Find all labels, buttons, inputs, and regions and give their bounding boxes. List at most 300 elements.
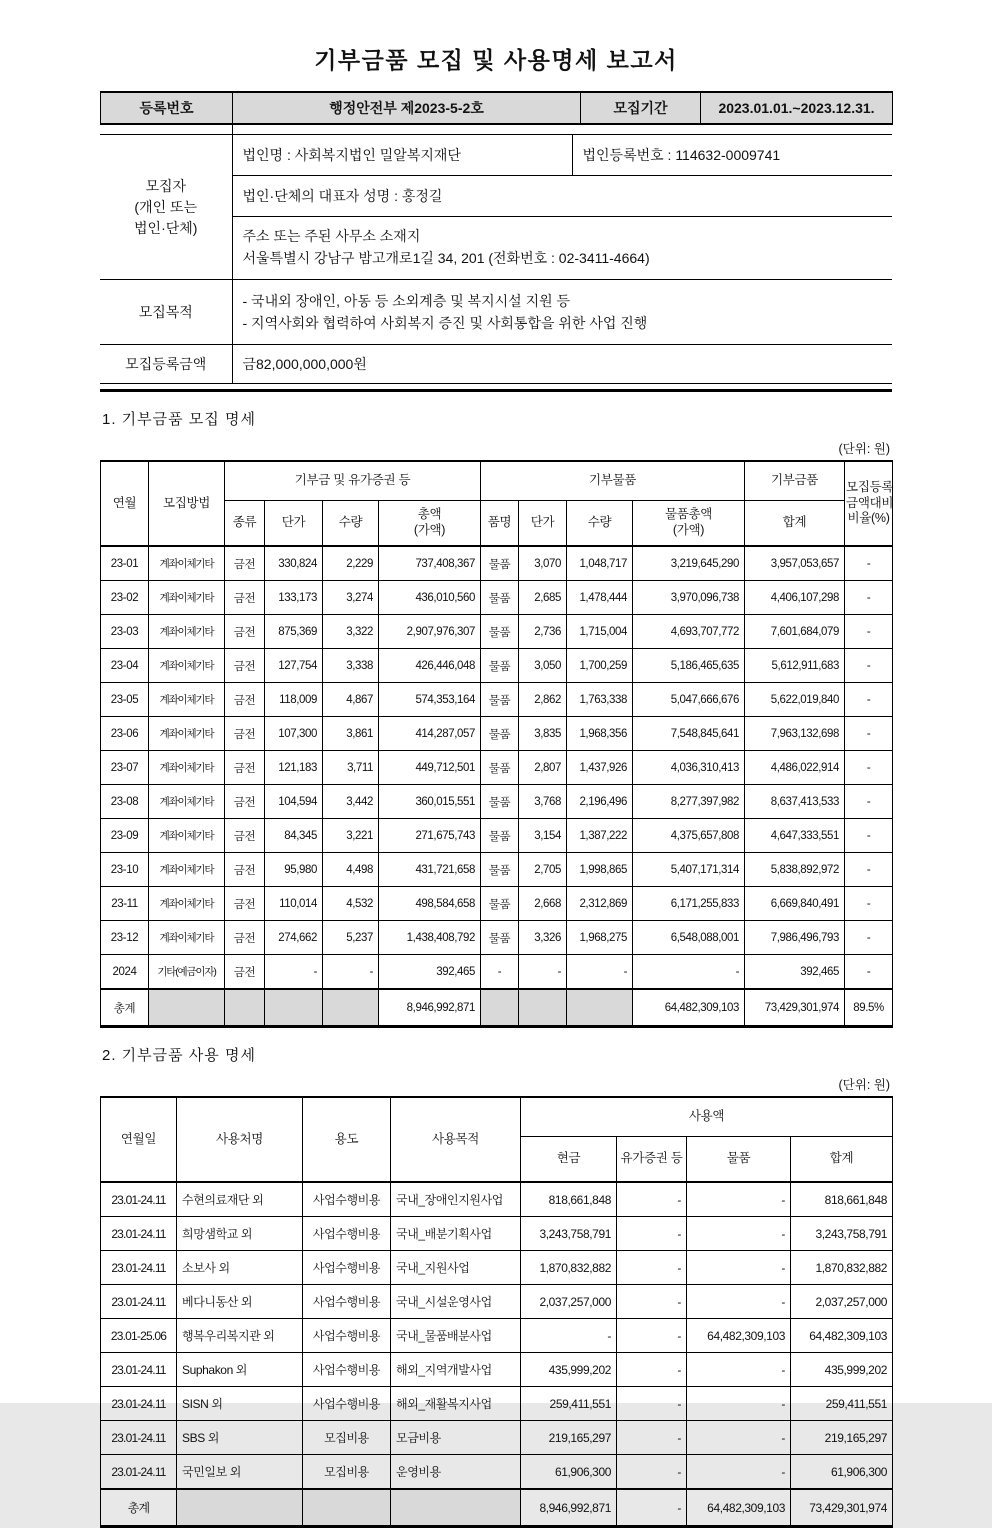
cell: 3,326 <box>519 921 567 955</box>
cell: 435,999,202 <box>791 1353 893 1387</box>
table-row <box>101 717 893 751</box>
cell: 392,465 <box>745 955 845 990</box>
cell: 2,705 <box>519 853 567 887</box>
col-header-sum: 합계 <box>745 501 845 547</box>
cell: 1,048,717 <box>567 546 633 581</box>
cell: 431,721,658 <box>379 853 481 887</box>
col-header-use: 용도 <box>303 1097 391 1182</box>
cell: 8,637,413,533 <box>745 785 845 819</box>
col-header-securities: 유가증권 등 <box>617 1137 687 1183</box>
cell: 104,594 <box>265 785 323 819</box>
cell: 4,375,657,808 <box>633 819 745 853</box>
col-header-goods2: 물품 <box>687 1137 791 1183</box>
cell: 물품 <box>481 751 519 785</box>
collection-table-header <box>101 461 893 546</box>
col-header-qty2: 수량 <box>567 501 633 547</box>
cell: 23-09 <box>101 819 149 853</box>
cell: 818,661,848 <box>791 1182 893 1217</box>
cell: 23-07 <box>101 751 149 785</box>
cell: 118,009 <box>265 683 323 717</box>
cell: 2,668 <box>519 887 567 921</box>
usage-header-group-row <box>101 1097 893 1137</box>
col-header-sum2: 합계 <box>791 1137 893 1183</box>
cell: 7,963,132,698 <box>745 717 845 751</box>
cell: 435,999,202 <box>521 1353 617 1387</box>
cell: 23.01-24.11 <box>101 1455 177 1490</box>
cell: 574,353,164 <box>379 683 481 717</box>
col-header-item: 품명 <box>481 501 519 547</box>
cell: 계좌이체기타 <box>149 887 225 921</box>
cell: 23-12 <box>101 921 149 955</box>
cell: - <box>617 1421 687 1455</box>
cell: - <box>845 615 893 649</box>
purpose-line1: - 국내외 장애인, 아동 등 소외계층 및 복지시설 지원 등 <box>242 292 571 309</box>
section2-heading: 2. 기부금품 사용 명세 <box>102 1047 256 1064</box>
cell: 국내_배분기획사업 <box>391 1217 521 1251</box>
cell: 1,763,338 <box>567 683 633 717</box>
cell: 2,807 <box>519 751 567 785</box>
collection-period-value: 2023.01.01.~2023.12.31. <box>701 92 893 124</box>
cell: - <box>617 1353 687 1387</box>
cell: 23.01-24.11 <box>101 1353 177 1387</box>
cell: 23.01-24.11 <box>101 1387 177 1421</box>
cell: 23.01-25.06 <box>101 1319 177 1353</box>
cell: 총계 <box>101 1489 177 1527</box>
corp-registration-number: 법인등록번호 : 114632-0009741 <box>572 135 892 176</box>
cell: 금전 <box>225 819 265 853</box>
table-row <box>101 1319 893 1353</box>
cell: 행복우리복지관 외 <box>177 1319 303 1353</box>
cell: 3,154 <box>519 819 567 853</box>
ratio-line3: 비율(%) <box>847 511 890 526</box>
cell: 베다니동산 외 <box>177 1285 303 1319</box>
cell: 259,411,551 <box>791 1387 893 1421</box>
cell: 4,532 <box>323 887 379 921</box>
cell: 4,486,022,914 <box>745 751 845 785</box>
cell: 23-10 <box>101 853 149 887</box>
cell: 3,243,758,791 <box>791 1217 893 1251</box>
cell: 계좌이체기타 <box>149 615 225 649</box>
cell: 총계 <box>101 989 149 1027</box>
document-body <box>100 38 892 1528</box>
cell: 1,870,832,882 <box>521 1251 617 1285</box>
cell: - <box>687 1251 791 1285</box>
purpose-cell <box>232 280 892 345</box>
cell: 해외_지역개발사업 <box>391 1353 521 1387</box>
corp-name-row <box>100 135 892 176</box>
cell: 물품 <box>481 921 519 955</box>
cell: SBS 외 <box>177 1421 303 1455</box>
cell <box>225 989 265 1027</box>
section1-unit-note: (단위: 원) <box>838 442 890 456</box>
cell: 3,243,758,791 <box>521 1217 617 1251</box>
cell: 64,482,309,103 <box>687 1319 791 1353</box>
cell: 89.5% <box>845 989 893 1027</box>
cell: 23-08 <box>101 785 149 819</box>
ratio-line1: 모집등록 <box>846 480 894 495</box>
cell: - <box>617 1387 687 1421</box>
cell: - <box>845 683 893 717</box>
cell: 계좌이체기타 <box>149 751 225 785</box>
cell: 414,287,057 <box>379 717 481 751</box>
table-row <box>101 615 893 649</box>
cell: 23.01-24.11 <box>101 1217 177 1251</box>
cell: 모집비용 <box>303 1421 391 1455</box>
cell: - <box>845 649 893 683</box>
cell: 426,446,048 <box>379 649 481 683</box>
cell: 818,661,848 <box>521 1182 617 1217</box>
cell: 모금비용 <box>391 1421 521 1455</box>
col-header-date: 연월일 <box>101 1097 177 1182</box>
report-title: 기부금품 모집 및 사용명세 보고서 <box>314 47 678 73</box>
cell <box>177 1489 303 1527</box>
cell <box>481 989 519 1027</box>
cell: 127,754 <box>265 649 323 683</box>
cell: 23-11 <box>101 887 149 921</box>
col-header-qty: 수량 <box>323 501 379 547</box>
total-row <box>101 1489 893 1527</box>
cell: 1,478,444 <box>567 581 633 615</box>
cell: 6,171,255,833 <box>633 887 745 921</box>
cell: 2,037,257,000 <box>521 1285 617 1319</box>
registered-amount-row <box>100 345 892 384</box>
cell: 1,700,259 <box>567 649 633 683</box>
cell: 392,465 <box>379 955 481 990</box>
representative-name: 법인·단체의 대표자 성명 : 홍정길 <box>232 176 892 217</box>
cell <box>567 989 633 1027</box>
cell: 3,274 <box>323 581 379 615</box>
cell: 모집비용 <box>303 1455 391 1490</box>
address-cell <box>232 217 892 280</box>
col-header-ratio <box>845 461 893 546</box>
cell: 국민일보 외 <box>177 1455 303 1490</box>
registration-no-value: 행정안전부 제2023-5-2호 <box>233 92 581 124</box>
cell: 5,407,171,314 <box>633 853 745 887</box>
group-header-amount: 사용액 <box>521 1097 893 1137</box>
collection-table-total <box>101 989 893 1027</box>
cell: 사업수행비용 <box>303 1217 391 1251</box>
cell: 7,548,845,641 <box>633 717 745 751</box>
cell: 3,970,096,738 <box>633 581 745 615</box>
section1-heading: 1. 기부금품 모집 명세 <box>102 411 256 428</box>
col-header-unit-price: 단가 <box>265 501 323 547</box>
registered-amount-label: 모집등록금액 <box>100 345 232 384</box>
table-row <box>101 1217 893 1251</box>
cell: 물품 <box>481 887 519 921</box>
cell <box>391 1489 521 1527</box>
total-amount-line2: (가액) <box>413 523 446 537</box>
cell: - <box>687 1217 791 1251</box>
section-divider-rule <box>100 389 892 392</box>
collector-label <box>100 135 232 280</box>
cell: 국내_지원사업 <box>391 1251 521 1285</box>
cell: 6,669,840,491 <box>745 887 845 921</box>
table-row <box>101 1421 893 1455</box>
cell: 물품 <box>481 853 519 887</box>
group-header-money: 기부금 및 유가증권 등 <box>225 461 481 501</box>
cell: 해외_재활복지사업 <box>391 1387 521 1421</box>
cell: - <box>845 785 893 819</box>
cell: 3,835 <box>519 717 567 751</box>
cell: 2,312,869 <box>567 887 633 921</box>
table-row <box>101 921 893 955</box>
col-header-goods-total <box>633 501 745 547</box>
cell <box>265 989 323 1027</box>
cell: 4,406,107,298 <box>745 581 845 615</box>
cell: 계좌이체기타 <box>149 581 225 615</box>
goods-total-line2: (가액) <box>672 523 705 537</box>
cell: - <box>687 1387 791 1421</box>
cell: 8,946,992,871 <box>379 989 481 1027</box>
cell: 물품 <box>481 615 519 649</box>
table-row <box>101 1285 893 1319</box>
cell: 3,070 <box>519 546 567 581</box>
cell: 219,165,297 <box>521 1421 617 1455</box>
registered-amount-value: 금82,000,000,000원 <box>232 345 892 384</box>
purpose-row <box>100 280 892 345</box>
cell: 8,277,397,982 <box>633 785 745 819</box>
cell: 사업수행비용 <box>303 1353 391 1387</box>
cell: 219,165,297 <box>791 1421 893 1455</box>
cell: 23.01-24.11 <box>101 1251 177 1285</box>
cell: 물품 <box>481 581 519 615</box>
cell: 1,438,408,792 <box>379 921 481 955</box>
cell: 107,300 <box>265 717 323 751</box>
cell: 64,482,309,103 <box>791 1319 893 1353</box>
cell: 360,015,551 <box>379 785 481 819</box>
cell: 84,345 <box>265 819 323 853</box>
cell: 61,906,300 <box>521 1455 617 1490</box>
cell: 사업수행비용 <box>303 1285 391 1319</box>
purpose-label: 모집목적 <box>100 280 232 345</box>
cell: - <box>481 955 519 990</box>
cell: 2,907,976,307 <box>379 615 481 649</box>
cell: 국내_물품배분사업 <box>391 1319 521 1353</box>
cell: - <box>617 1182 687 1217</box>
registration-row <box>101 92 893 124</box>
cell: 23-04 <box>101 649 149 683</box>
cell: 3,050 <box>519 649 567 683</box>
cell: - <box>845 751 893 785</box>
cell: 3,219,645,290 <box>633 546 745 581</box>
cell: 계좌이체기타 <box>149 853 225 887</box>
cell: 2,862 <box>519 683 567 717</box>
cell: 3,768 <box>519 785 567 819</box>
cell: - <box>687 1455 791 1490</box>
cell: 133,173 <box>265 581 323 615</box>
cell: 271,675,743 <box>379 819 481 853</box>
cell: 사업수행비용 <box>303 1182 391 1217</box>
cell: - <box>617 1251 687 1285</box>
cell: 금전 <box>225 955 265 990</box>
cell: 국내_장애인지원사업 <box>391 1182 521 1217</box>
col-header-kind: 종류 <box>225 501 265 547</box>
cell: - <box>845 921 893 955</box>
cell: 1,715,004 <box>567 615 633 649</box>
cell: 금전 <box>225 887 265 921</box>
cell: - <box>617 1489 687 1527</box>
cell: 875,369 <box>265 615 323 649</box>
cell: 2,037,257,000 <box>791 1285 893 1319</box>
cell: SISN 외 <box>177 1387 303 1421</box>
cell: 물품 <box>481 785 519 819</box>
cell: 금전 <box>225 581 265 615</box>
cell: 23-05 <box>101 683 149 717</box>
cell: - <box>687 1182 791 1217</box>
cell: 7,601,684,079 <box>745 615 845 649</box>
table-row <box>101 819 893 853</box>
table-row <box>101 1182 893 1217</box>
cell: - <box>617 1455 687 1490</box>
cell: 금전 <box>225 853 265 887</box>
collection-table <box>100 460 893 1028</box>
col-header-ym: 연월 <box>101 461 149 546</box>
cell: - <box>617 1285 687 1319</box>
cell: 계좌이체기타 <box>149 546 225 581</box>
table-row <box>101 751 893 785</box>
cell: 3,711 <box>323 751 379 785</box>
cell: - <box>633 955 745 990</box>
cell: - <box>567 955 633 990</box>
cell: 금전 <box>225 546 265 581</box>
ratio-line2: 금액대비 <box>846 495 894 510</box>
cell: - <box>845 581 893 615</box>
cell: 2,736 <box>519 615 567 649</box>
cell: 6,548,088,001 <box>633 921 745 955</box>
cell: 110,014 <box>265 887 323 921</box>
cell: 3,221 <box>323 819 379 853</box>
cell: 4,498 <box>323 853 379 887</box>
total-amount-line1: 총액 <box>417 507 442 522</box>
total-row <box>101 989 893 1027</box>
cell: 121,183 <box>265 751 323 785</box>
usage-table-body <box>101 1182 893 1489</box>
cell: 5,612,911,683 <box>745 649 845 683</box>
table-row <box>101 1387 893 1421</box>
table-gap-divider <box>232 125 234 134</box>
collection-table-body <box>101 546 893 989</box>
cell: 61,906,300 <box>791 1455 893 1490</box>
cell: - <box>845 546 893 581</box>
cell: 사업수행비용 <box>303 1387 391 1421</box>
usage-table-header <box>101 1097 893 1182</box>
cell: 계좌이체기타 <box>149 717 225 751</box>
usage-table-total <box>101 1489 893 1527</box>
section2-unit-note: (단위: 원) <box>838 1078 890 1092</box>
cell: 1,968,356 <box>567 717 633 751</box>
col-header-purpose: 사용목적 <box>391 1097 521 1182</box>
cell: 5,838,892,972 <box>745 853 845 887</box>
cell: - <box>323 955 379 990</box>
cell: 금전 <box>225 785 265 819</box>
collector-label-line2: (개인 또는 <box>134 198 198 215</box>
cell: - <box>521 1319 617 1353</box>
cell: 7,986,496,793 <box>745 921 845 955</box>
cell: 498,584,658 <box>379 887 481 921</box>
address-title: 주소 또는 주된 사무소 소재지 <box>242 228 421 245</box>
cell: - <box>687 1285 791 1319</box>
table-row <box>101 785 893 819</box>
cell: 물품 <box>481 649 519 683</box>
col-header-method: 모집방법 <box>149 461 225 546</box>
table-row <box>101 1251 893 1285</box>
cell: 물품 <box>481 546 519 581</box>
cell: 5,186,465,635 <box>633 649 745 683</box>
table-row <box>101 853 893 887</box>
table-row <box>101 546 893 581</box>
purpose-line2: - 지역사회와 협력하여 사회복지 증진 및 사회통합을 위한 사업 진행 <box>242 315 648 331</box>
cell: 1,998,865 <box>567 853 633 887</box>
cell: 1,387,222 <box>567 819 633 853</box>
header-group-row <box>101 461 893 501</box>
cell: - <box>265 955 323 990</box>
cell: 금전 <box>225 615 265 649</box>
cell <box>149 989 225 1027</box>
table-row <box>101 955 893 990</box>
cell: - <box>617 1319 687 1353</box>
cell: - <box>617 1217 687 1251</box>
cell: 436,010,560 <box>379 581 481 615</box>
cell <box>323 989 379 1027</box>
cell: 국내_시설운영사업 <box>391 1285 521 1319</box>
cell: 64,482,309,103 <box>633 989 745 1027</box>
cell: 73,429,301,974 <box>745 989 845 1027</box>
cell: 사업수행비용 <box>303 1251 391 1285</box>
cell: 금전 <box>225 717 265 751</box>
col-header-cash: 현금 <box>521 1137 617 1183</box>
cell: 95,980 <box>265 853 323 887</box>
registration-no-label: 등록번호 <box>101 92 233 124</box>
cell: - <box>687 1421 791 1455</box>
cell: 물품 <box>481 717 519 751</box>
corp-name: 법인명 : 사회복지법인 밀알복지재단 <box>232 135 572 176</box>
cell: 수현의료재단 외 <box>177 1182 303 1217</box>
cell: 8,946,992,871 <box>521 1489 617 1527</box>
cell: 2,196,496 <box>567 785 633 819</box>
table-row <box>101 1455 893 1490</box>
cell: 금전 <box>225 683 265 717</box>
table-row <box>101 683 893 717</box>
cell: 73,429,301,974 <box>791 1489 893 1527</box>
cell: 기타(예금이자) <box>149 955 225 990</box>
cell: - <box>519 955 567 990</box>
cell: 금전 <box>225 751 265 785</box>
registration-table <box>100 91 893 125</box>
cell: 물품 <box>481 683 519 717</box>
cell: 23.01-24.11 <box>101 1285 177 1319</box>
table-row <box>101 649 893 683</box>
collector-label-line3: 법인·단체) <box>134 219 198 236</box>
collector-info-table <box>100 134 892 384</box>
cell: 4,867 <box>323 683 379 717</box>
collection-period-label: 모집기간 <box>581 92 701 124</box>
cell: 23-02 <box>101 581 149 615</box>
cell: 23-03 <box>101 615 149 649</box>
usage-table <box>100 1096 893 1528</box>
cell: 3,861 <box>323 717 379 751</box>
cell: Suphakon 외 <box>177 1353 303 1387</box>
cell: - <box>845 819 893 853</box>
col-header-unit-price2: 단가 <box>519 501 567 547</box>
cell: - <box>845 887 893 921</box>
col-header-place: 사용처명 <box>177 1097 303 1182</box>
cell: 금전 <box>225 649 265 683</box>
cell: 소보사 외 <box>177 1251 303 1285</box>
cell: - <box>687 1353 791 1387</box>
cell: 물품 <box>481 819 519 853</box>
cell: 4,647,333,551 <box>745 819 845 853</box>
cell: 1,870,832,882 <box>791 1251 893 1285</box>
